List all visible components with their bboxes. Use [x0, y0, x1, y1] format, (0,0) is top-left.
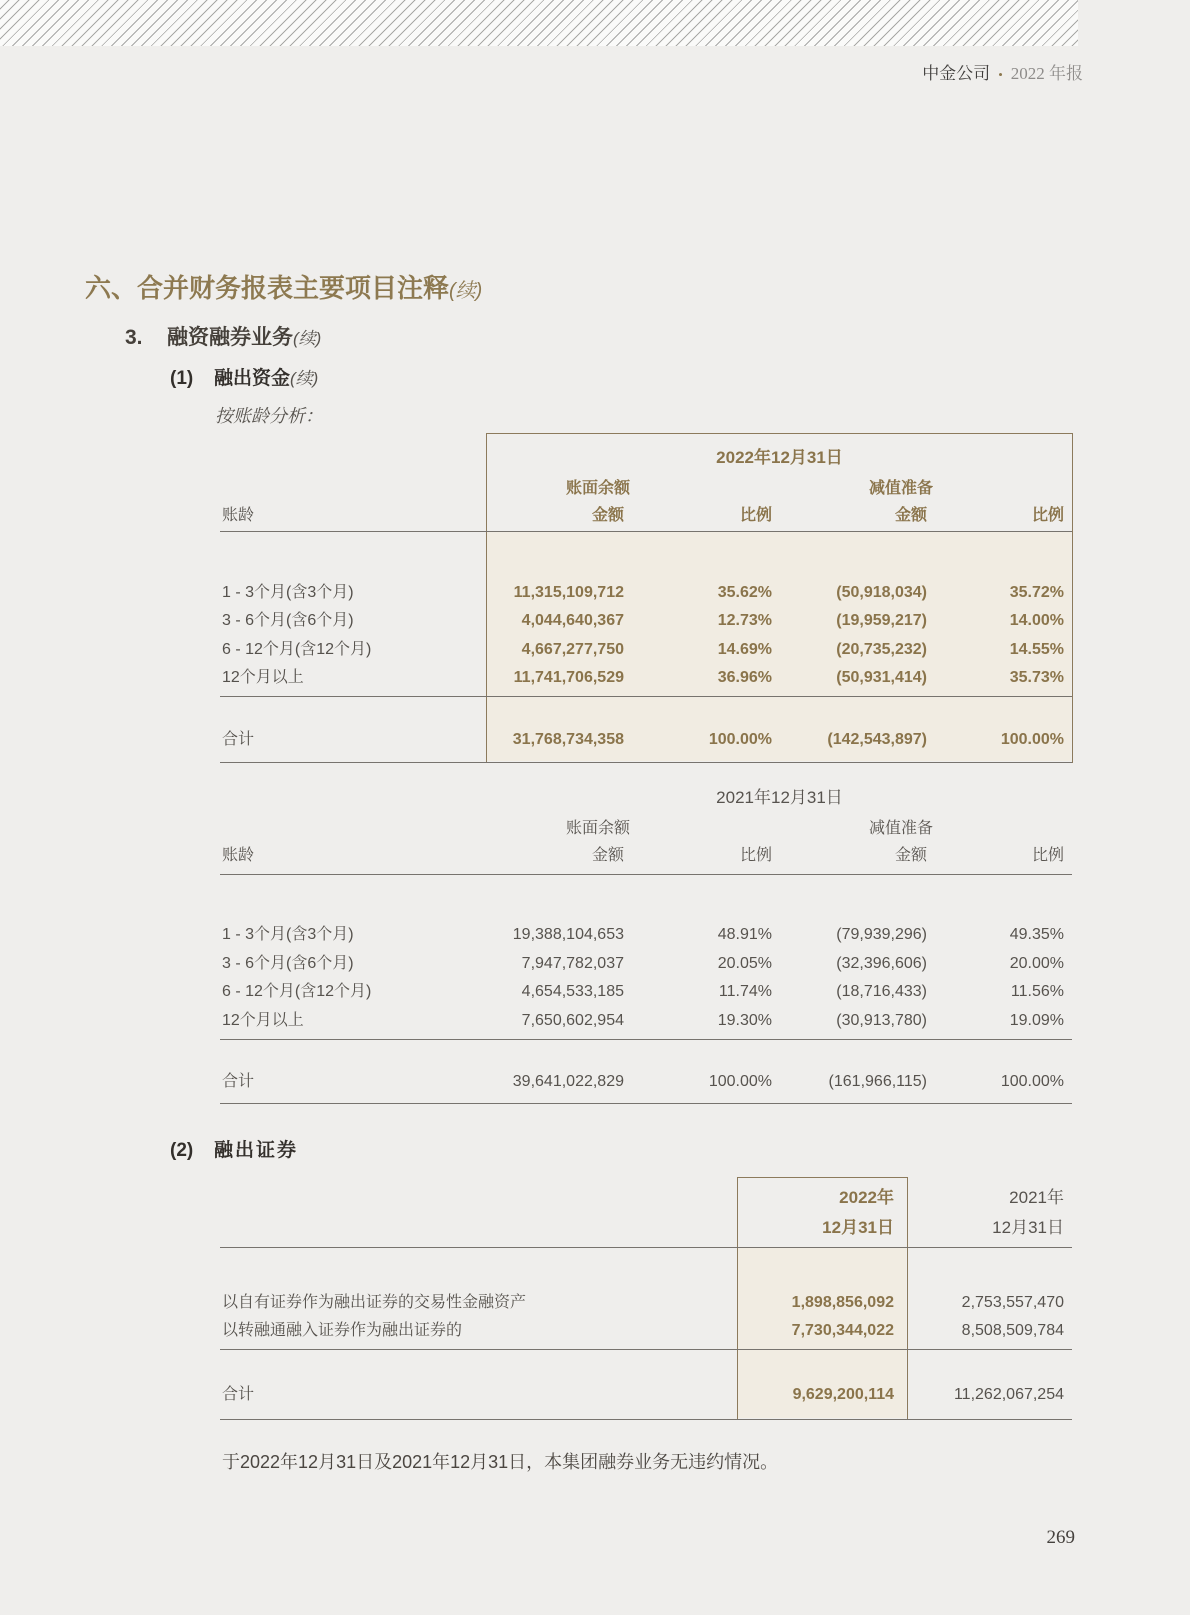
- subsection-continued: (续): [293, 329, 322, 348]
- total-ratio: 100.00%: [708, 731, 772, 748]
- col-amount-header: 金额: [591, 847, 624, 864]
- group-impairment-header: 减值准备: [868, 820, 933, 837]
- table-row: [0, 1007, 1190, 1035]
- aging-2021-date-row: [0, 784, 1190, 812]
- subsection-number: 3.: [125, 326, 143, 349]
- rule-line: [220, 1039, 1072, 1040]
- row-ratio: 20.05%: [717, 955, 772, 972]
- col-impair-amount-header: 金额: [894, 507, 927, 524]
- lending-date-row: [0, 1214, 1190, 1242]
- row-amount: 7,650,602,954: [521, 1012, 624, 1029]
- table-row: [0, 1289, 1190, 1317]
- group-balance-header: 账面余额: [565, 820, 630, 837]
- col-2021-year: 2021年: [1009, 1188, 1064, 1207]
- total-label: 合计: [222, 1073, 255, 1090]
- row-amount: 4,044,640,367: [521, 612, 624, 629]
- table-row: [0, 579, 1190, 607]
- report-year: 2022 年报: [1010, 64, 1083, 83]
- col-amount-header: 金额: [591, 507, 624, 524]
- rule-line: [220, 1103, 1072, 1104]
- aging-2022-date-row: [0, 444, 1190, 472]
- total-impair-ratio: 100.00%: [1000, 1073, 1064, 1090]
- row-label: 3 - 6个月(含6个月): [222, 612, 354, 629]
- rule-line: [220, 874, 1072, 875]
- row-impair-ratio: 14.55%: [1009, 641, 1064, 658]
- row-label: 6 - 12个月(含12个月): [222, 983, 372, 1000]
- row-impair: (50,931,414): [836, 669, 927, 686]
- rule-line: [220, 696, 1072, 697]
- rule-line: [220, 762, 1072, 763]
- aging-2022-group-row: [0, 475, 1190, 503]
- row-impair: (20,735,232): [836, 641, 927, 658]
- row-impair: (50,918,034): [836, 584, 927, 601]
- row-ratio: 48.91%: [717, 926, 772, 943]
- row-impair: (30,913,780): [836, 1012, 927, 1029]
- no-default-footnote: 于2022年12月31日及2021年12月31日，本集团融券业务无违约情况。: [222, 1452, 779, 1472]
- hatch-pattern-band: [0, 0, 1078, 46]
- row-impair-ratio: 14.00%: [1009, 612, 1064, 629]
- row-label: 1 - 3个月(含3个月): [222, 584, 354, 601]
- table-row: [0, 636, 1190, 664]
- subsection-heading: [0, 325, 1190, 351]
- row-impair: (79,939,296): [836, 926, 927, 943]
- total-row: [0, 1381, 1190, 1409]
- col-aging-header: 账龄: [222, 847, 255, 864]
- section2-number: (2): [170, 1140, 194, 1161]
- row-label: 12个月以上: [222, 1012, 304, 1029]
- table-row: [0, 921, 1190, 949]
- page-header: [922, 62, 1083, 86]
- row-value-2021: 2,753,557,470: [961, 1294, 1064, 1311]
- lending-year-row: [0, 1184, 1190, 1212]
- total-value-2022: 9,629,200,114: [792, 1386, 894, 1403]
- total-impair-ratio: 100.00%: [1000, 731, 1064, 748]
- col-2022-date: 12月31日: [822, 1218, 894, 1237]
- row-impair: (19,959,217): [836, 612, 927, 629]
- row-label: 3 - 6个月(含6个月): [222, 955, 354, 972]
- total-label: 合计: [222, 1386, 255, 1403]
- table-row: [0, 950, 1190, 978]
- row-ratio: 36.96%: [717, 669, 772, 686]
- rule-line: [220, 1247, 1072, 1248]
- section-title: [85, 272, 482, 304]
- row-impair-ratio: 11.56%: [1010, 983, 1064, 1000]
- col-impair-ratio-header: 比例: [1031, 507, 1064, 524]
- row-label: 12个月以上: [222, 669, 304, 686]
- row-value-2022: 1,898,856,092: [791, 1294, 894, 1311]
- total-label: 合计: [222, 731, 255, 748]
- total-amount: 31,768,734,358: [512, 731, 624, 748]
- aging-2021-group-row: [0, 815, 1190, 843]
- table-row: [0, 1317, 1190, 1345]
- row-impair-ratio: 19.09%: [1009, 1012, 1064, 1029]
- rule-line: [220, 531, 1072, 532]
- row-impair-ratio: 35.73%: [1009, 669, 1064, 686]
- section-title-continued: (续): [449, 280, 483, 302]
- item-number: (1): [170, 368, 194, 389]
- aging-2022-column-header-row: [0, 502, 1190, 530]
- separator-dot-icon: •: [998, 67, 1003, 82]
- aging-analysis-caption: 按账龄分析：: [215, 406, 323, 426]
- row-ratio: 19.30%: [717, 1012, 772, 1029]
- aging-2021-date: 2021年12月31日: [716, 788, 843, 807]
- col-ratio-header: 比例: [739, 847, 772, 864]
- row-amount: 4,654,533,185: [521, 983, 624, 1000]
- row-impair-ratio: 49.35%: [1009, 926, 1064, 943]
- row-label: 以转融通融入证券作为融出证券的: [222, 1322, 463, 1339]
- row-amount: 11,315,109,712: [513, 584, 624, 601]
- table-row: [0, 978, 1190, 1006]
- col-2022-year: 2022年: [839, 1188, 894, 1207]
- total-value-2021: 11,262,067,254: [953, 1386, 1064, 1403]
- row-ratio: 14.69%: [717, 641, 772, 658]
- col-impair-ratio-header: 比例: [1031, 847, 1064, 864]
- section-title-text: 六、合并财务报表主要项目注释: [85, 273, 450, 303]
- group-balance-header: 账面余额: [565, 480, 630, 497]
- group-impairment-header: 减值准备: [868, 480, 933, 497]
- row-impair-ratio: 20.00%: [1009, 955, 1064, 972]
- table-row: [0, 664, 1190, 692]
- col-aging-header: 账龄: [222, 507, 255, 524]
- total-impair: (142,543,897): [827, 731, 927, 748]
- total-impair: (161,966,115): [828, 1073, 927, 1090]
- row-amount: 7,947,782,037: [521, 955, 624, 972]
- rule-line: [220, 1419, 1072, 1420]
- aging-2022-date: 2022年12月31日: [716, 448, 843, 467]
- row-amount: 4,667,277,750: [521, 641, 624, 658]
- aging-2021-column-header-row: [0, 842, 1190, 870]
- col-2021-date: 12月31日: [992, 1218, 1064, 1237]
- company-name: 中金公司: [922, 64, 991, 83]
- row-ratio: 11.74%: [718, 983, 772, 1000]
- row-ratio: 12.73%: [717, 612, 772, 629]
- total-amount: 39,641,022,829: [512, 1073, 624, 1090]
- row-impair: (18,716,433): [836, 983, 927, 1000]
- row-amount: 11,741,706,529: [513, 669, 624, 686]
- row-impair-ratio: 35.72%: [1009, 584, 1064, 601]
- row-value-2022: 7,730,344,022: [791, 1322, 894, 1339]
- col-ratio-header: 比例: [739, 507, 772, 524]
- item-continued: (续): [290, 369, 319, 388]
- item-title: 融出资金: [214, 368, 291, 389]
- rule-line: [220, 1349, 1072, 1350]
- section2-heading: [0, 1138, 1190, 1164]
- row-value-2021: 8,508,509,784: [961, 1322, 1064, 1339]
- row-label: 以自有证券作为融出证券的交易性金融资产: [222, 1294, 527, 1311]
- item-heading: [0, 367, 1190, 391]
- row-amount: 19,388,104,653: [512, 926, 624, 943]
- section2-title: 融出证券: [214, 1140, 299, 1161]
- row-label: 6 - 12个月(含12个月): [222, 641, 372, 658]
- table-row: [0, 607, 1190, 635]
- total-row: [0, 1068, 1190, 1096]
- col-impair-amount-header: 金额: [894, 847, 927, 864]
- page-number: 269: [1046, 1527, 1075, 1548]
- total-row: [0, 726, 1190, 754]
- subsection-title: 融资融券业务: [167, 326, 293, 349]
- row-impair: (32,396,606): [836, 955, 927, 972]
- row-ratio: 35.62%: [717, 584, 772, 601]
- row-label: 1 - 3个月(含3个月): [222, 926, 354, 943]
- total-ratio: 100.00%: [708, 1073, 772, 1090]
